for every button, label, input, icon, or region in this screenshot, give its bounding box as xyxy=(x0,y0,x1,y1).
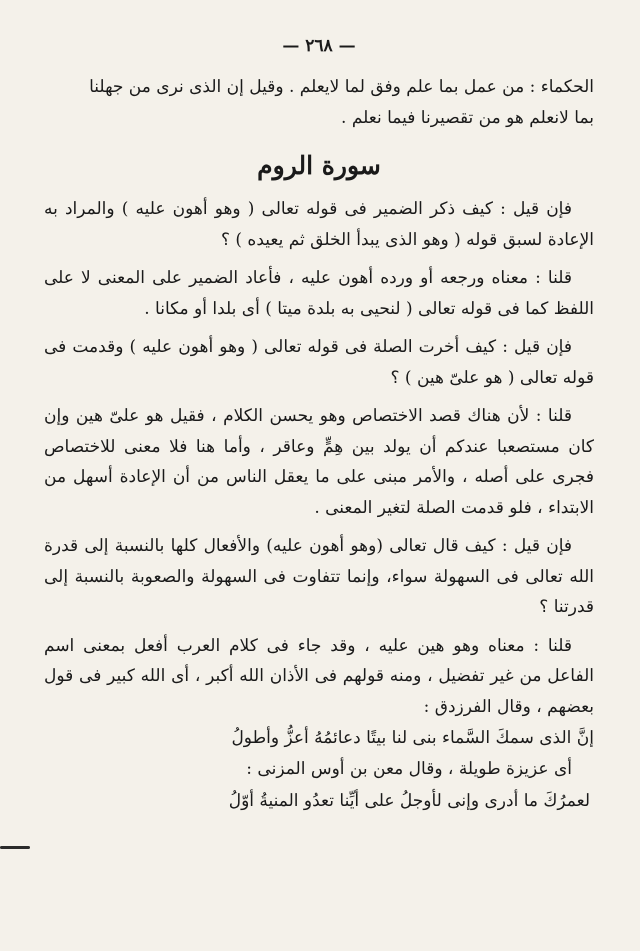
paragraph-question-3: فإن قيل : كيف قال تعالى (وهو أهون عليه) والأفعال كلها بالنسبة إلى قدرة الله تعالى فى السهولة سواء، وإنما تتفاوت فى السهولة والصعوبة بالنسبة إلى قدرتنا ؟ xyxy=(44,536,594,617)
poem-verse-farazdaq: إنَّ الذى سمكَ السَّماء بنى لنا بيتًا دعائمُهُ أعزُّ وأطولُ xyxy=(231,728,594,748)
intro-line-2: بما لانعلم هو من تقصيرنا فيما نعلم . xyxy=(341,107,594,128)
scan-edge-mark xyxy=(0,846,30,849)
paragraph-question-1: فإن قيل : كيف ذكر الضمير فى قوله تعالى ( وهو أهون عليه ) والمراد به الإعادة لسبق قوله ( وهو الذى يبدأ الخلق ثم يعيده ) ؟ xyxy=(44,199,594,250)
verse-explanation: أى عزيزة طويلة ، وقال معن بن أوس المزنى : xyxy=(246,759,572,779)
paragraph-answer-2: قلنا : لأن هناك قصد الاختصاص وهو يحسن الكلام ، فقيل هو علىّ هين وإن كان مستصعبا عندكم أن يولد بين هِمٍّ وعاقر ، وأما هنا فلا معنى للاختصاص فجرى على أصله ، والأمر مبنى على ما يعقل الناس من أن الإعادة أسهل من الابتداء ، فلو قدمت الصلة لتغير المعنى . xyxy=(44,406,594,518)
poem-verse-maan: لعمرُكَ ما أدرى وإنى لأوجلُ على أيِّنا تعدُو المنيةُ أوّلُ xyxy=(228,790,590,811)
chapter-title: سورة الروم xyxy=(257,151,381,180)
paragraph-question-2: فإن قيل : كيف أخرت الصلة فى قوله تعالى ( وهو أهون عليه ) وقدمت فى قوله تعالى ( هو علىّ هين ) ؟ xyxy=(44,337,594,388)
paragraph-answer-1: قلنا : معناه ورجعه أو ورده أهون عليه ، فأعاد الضمير على المعنى لا على اللفظ كما فى قوله تعالى ( لنحيى به بلدة ميتا ) أى بلدا أو مكانا . xyxy=(44,268,594,319)
page-number: — ٢٦٨ — xyxy=(282,36,356,56)
paragraph-answer-3: قلنا : معناه وهو هين عليه ، وقد جاء فى كلام العرب أفعل بمعنى اسم الفاعل من غير تفضيل ، ومنه قولهم فى الأذان الله أكبر ، أى الله كبير فى قول بعضهم ، وقال الفرزدق : xyxy=(44,635,594,717)
intro-line-1: الحكماء : من عمل بما علم وفق لما لايعلم . وقيل إن الذى نرى من جهلنا xyxy=(89,77,594,97)
